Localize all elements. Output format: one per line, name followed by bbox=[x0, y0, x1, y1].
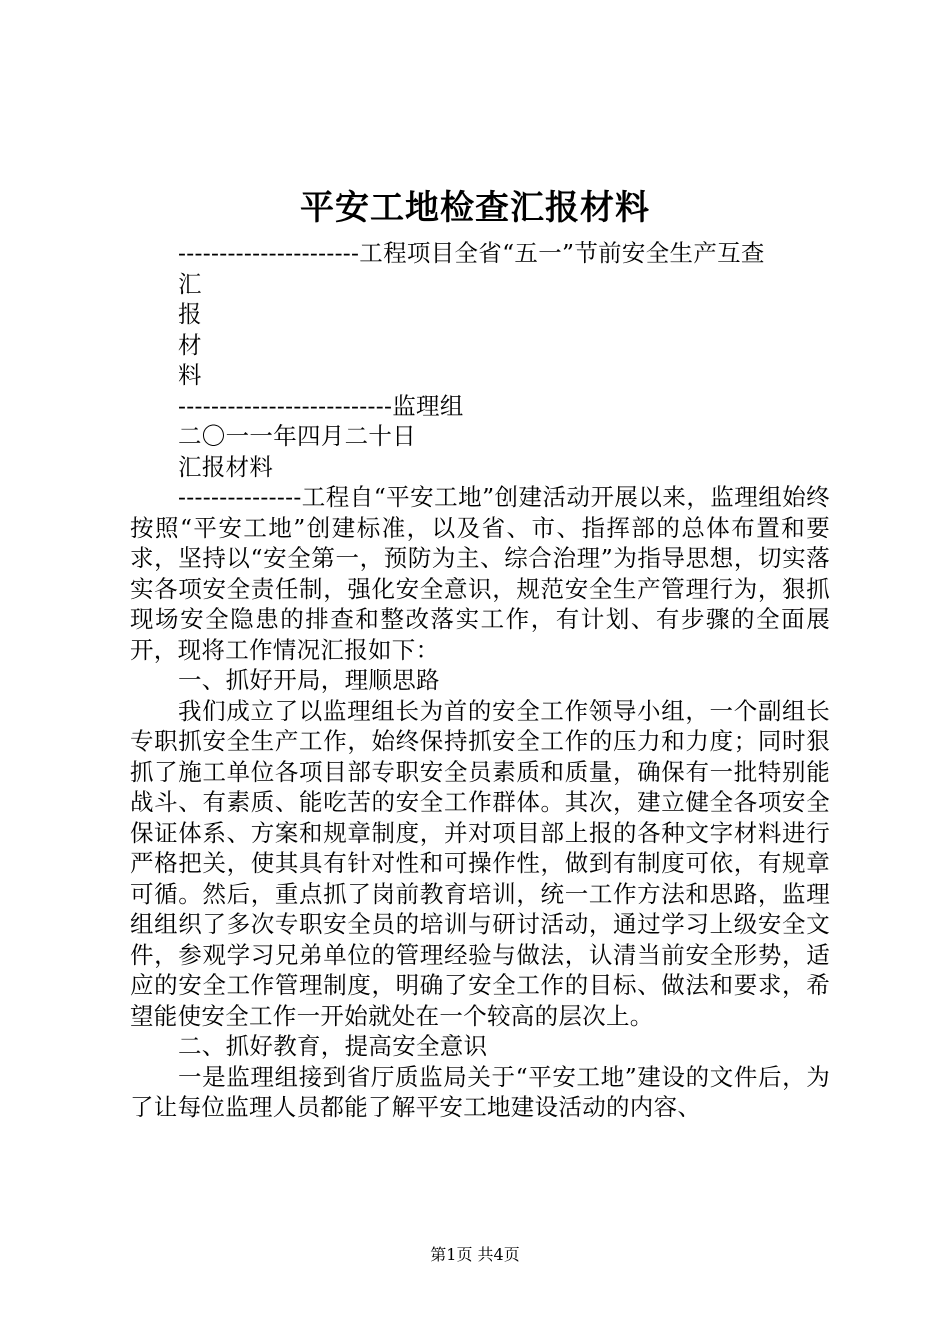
paragraph: 材 bbox=[178, 330, 202, 359]
paragraph: 汇 bbox=[178, 269, 202, 298]
paragraph: ----------------------工程项目全省“五一”节前安全生产互查 bbox=[178, 239, 765, 267]
paragraph: 一是监理组接到省厅质监局关于“平安工地”建设的文件后，为了让每位监理人员都能了解平安工地建设活动的内容、 bbox=[130, 1062, 830, 1121]
page-footer: 第1页 共4页 bbox=[430, 1245, 520, 1264]
section-heading: 一、抓好开局，理顺思路 bbox=[178, 666, 440, 694]
section-heading: 二、抓好教育，提高安全意识 bbox=[178, 1032, 488, 1060]
document-title: 平安工地检查汇报材料 bbox=[300, 188, 650, 228]
paragraph: 汇报材料 bbox=[178, 452, 274, 481]
paragraph: 二〇一一年四月二十日 bbox=[178, 422, 416, 450]
paragraph: ---------------工程自“平安工地”创建活动开展以来，监理组始终按照“平安工地”创建标准，以及省、市、指挥部的总体布置和要求，坚持以“安全第一，预防为主、综合治理”为指导思想，切实落实各项安全责任制，强化安全意识，规范安全生产管理行为，狠抓现场安全隐患的排查和整改落实工作，有计划、有步骤的全面展开，现将工作情况汇报如下： bbox=[130, 483, 830, 664]
paragraph: --------------------------监理组 bbox=[178, 391, 464, 420]
paragraph: 我们成立了以监理组长为首的安全工作领导小组，一个副组长专职抓安全生产工作，始终保持抓安全工作的压力和力度；同时狠抓了施工单位各项目部专职安全员素质和质量，确保有一批特别能战斗、有素质、能吃苦的安全工作群体。其次，建立健全各项安全保证体系、方案和规章制度，并对项目部上报的各种文字材料进行严格把关，使其具有针对性和可操作性，做到有制度可依，有规章可循。然后，重点抓了岗前教育培训，统一工作方法和思路，监理组组织了多次专职安全员的培训与研讨活动，通过学习上级安全文件，参观学习兄弟单位的管理经验与做法，认清当前安全形势，适应的安全工作管理制度，明确了安全工作的目标、做法和要求，希望能使安全工作一开始就处在一个较高的层次上。 bbox=[130, 696, 830, 1030]
document-body bbox=[130, 238, 830, 1123]
paragraph: 报 bbox=[178, 300, 202, 328]
paragraph: 料 bbox=[178, 361, 202, 389]
